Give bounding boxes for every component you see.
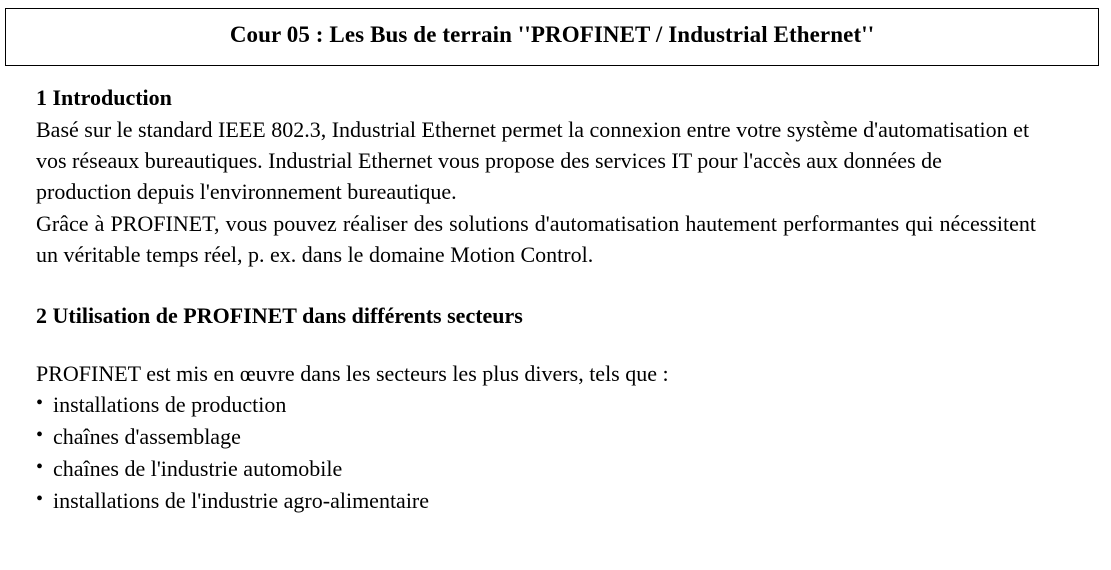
- list-item: • installations de production: [36, 389, 1036, 421]
- paragraph-spacer: [36, 332, 1036, 358]
- list-item: • chaînes de l'industrie automobile: [36, 453, 1036, 485]
- section-heading-utilisation: 2 Utilisation de PROFINET dans différents secteurs: [36, 303, 523, 329]
- section-heading-introduction: 1 Introduction: [36, 85, 172, 110]
- paragraph-utilisation-intro: PROFINET est mis en œuvre dans les secteurs les plus divers, tels que :: [36, 360, 669, 386]
- list-item: • chaînes d'assemblage: [36, 421, 1036, 453]
- section-spacer: [36, 270, 1036, 300]
- paragraph-introduction-2: Grâce à PROFINET, vous pouvez réaliser des solutions d'automatisation hautement performantes qui nécessitent un véritable temps réel, p. ex. dans le domaine Motion Control.: [36, 210, 1036, 267]
- document-body: [36, 82, 1036, 517]
- page-title: Cour 05 : Les Bus de terrain ''PROFINET / Industrial Ethernet'': [229, 22, 875, 47]
- document-title-box: [5, 8, 1099, 66]
- sectors-list: [36, 389, 1036, 517]
- list-item: • installations de l'industrie agro-alimentaire: [36, 485, 1036, 517]
- paragraph-introduction-1: Basé sur le standard IEEE 802.3, Industrial Ethernet permet la connexion entre votre système d'automatisation et vos réseaux bureautiques. Industrial Ethernet vous propose des services IT pour l'accès aux données de production depuis l'environnement bureautique.: [36, 116, 1030, 205]
